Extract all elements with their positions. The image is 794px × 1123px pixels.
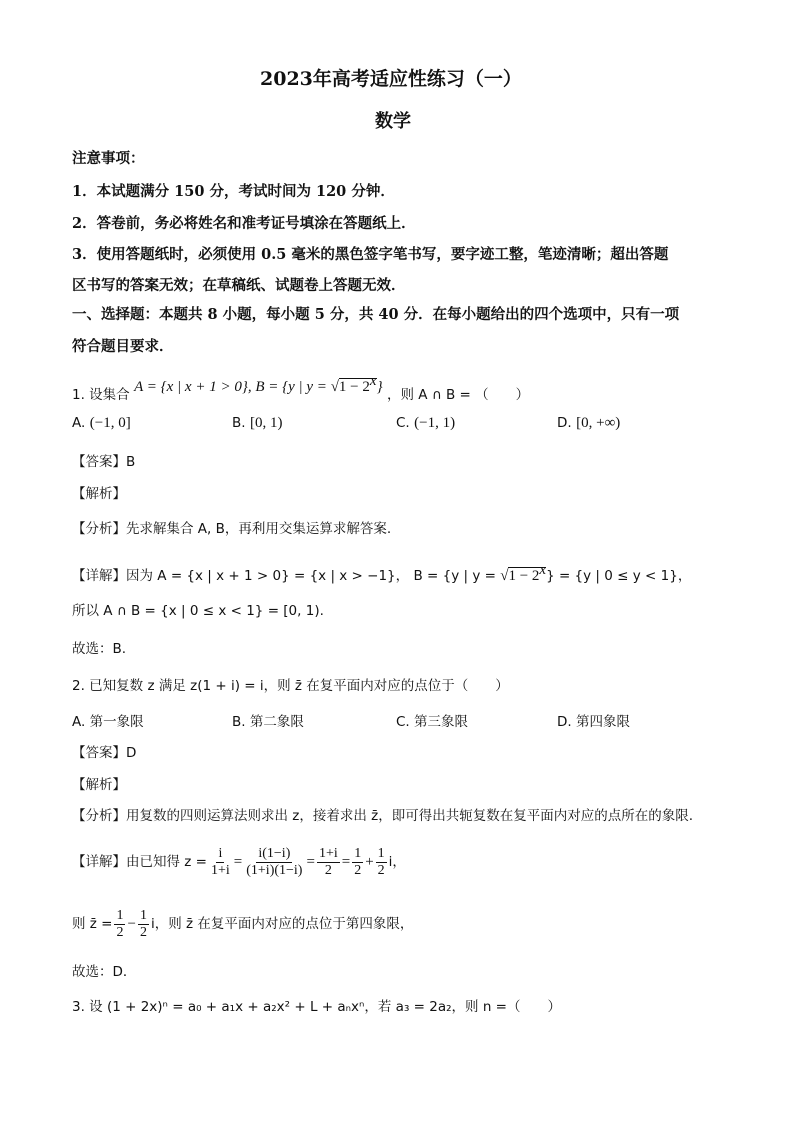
page-subject: 数学 [375,111,411,132]
q1-set-b-prefix: , B = {y | y = [247,379,331,395]
q1-prefix: 1. 设集合 [72,387,130,403]
q2-option-c: C. 第三象限 [396,714,469,730]
q2-frac-3: $\frac{1+i}{2}$ [318,845,338,878]
q2-option-b: B. 第二象限 [232,714,304,730]
q1-set-b-radical: $√1 - 2^x$ [330,373,377,395]
q1-option-b: B. [0, 1) [232,415,283,431]
q2-frac-5: $\frac{1}{2}$ [377,845,385,878]
section-heading: 一、选择题：本题共 8 小题，每小题 5 分，共 40 分．在每小题给出的四个选项中，只有一项 [72,306,680,323]
q1-option-c: C. (−1, 1) [396,415,456,431]
q1-set-b-exponent: x [369,373,377,389]
q1-answer: 【答案】B [72,454,136,470]
q1-detail-b-prefix: B = {y | y = [413,568,501,584]
q2-answer: 【答案】D [72,745,137,761]
q1-analysis-tag: 【解析】 [72,486,126,502]
notice-item-1: 1．本试题满分 150 分，考试时间为 120 分钟． [72,183,395,200]
q1-set-a: A = {x | x + 1 > 0} [134,379,248,395]
q2-stem: 2. 已知复数 z 满足 z(1 + i) = i，则 z̄ 在复平面内对应的点位于（ ） [72,678,509,694]
page-title: 2023年高考适应性练习（一） [260,68,522,90]
q2-conj-frac-2: $\frac{1}{2}$ [139,907,147,940]
q1-set-b-close: } [376,379,383,395]
q1-set-b-radicand: 1 − 2 [338,379,370,395]
q2-conj-prefix: 则 z̄ = [72,916,113,932]
q2-frac-2: $\frac{i(1-i)}{(1+i)(1-i)}$ [246,845,303,878]
q1-detail: 【详解】因为 A = {x | x + 1 > 0} = {x | x > −1}， B = {y | $y = √1 - 2^x\} = \{y$ | 0 ≤ y < 1}， [72,562,692,584]
q2-option-d: D. 第四象限 [557,714,630,730]
q1-detail-line-1: 因为 A = {x | x + 1 > 0} = {x | x > −1}， [126,568,410,584]
q1-detail-line-2: 所以 A ∩ B = {x | 0 ≤ x < 1} = [0, 1). [72,603,324,619]
notice-item-3-cont: 区书写的答案无效；在草稿纸、试题卷上答题无效． [72,277,406,294]
q1-detail-b-post: } = {y | 0 ≤ y < 1}， [546,568,692,584]
q1-detail-b-radical: $√1 - 2^x$ [500,562,547,584]
notice-item-2: 2．答卷前，务必将姓名和准考证号填涂在答题纸上． [72,215,416,232]
q2-detail-prefix: 由已知得 z = [126,854,207,870]
q1-option-a: A. (−1, 0] [72,415,131,431]
notice-item-3: 3．使用答题纸时，必须使用 0.5 毫米的黑色签字笔书写，要字迹工整，笔迹清晰；超出答题 [72,246,669,263]
section-heading-cont: 符合题目要求． [72,338,174,355]
q2-frac-1: $\frac{i}{1+i}$ [210,845,230,878]
q1-fenxi: 【分析】先求解集合 A, B，再利用交集运算求解答案. [72,521,392,537]
q2-fenxi: 【分析】用复数的四则运算法则求出 z，接着求出 z̄，即可得出共轭复数在复平面内对应的点所在的象限. [72,808,694,824]
q2-detail-end: i， [388,854,406,870]
q1-stem [72,373,530,404]
q2-conj-end: i，则 z̄ 在复平面内对应的点位于第四象限， [150,916,414,932]
q1-choose: 故选：B. [72,641,127,657]
q2-conjugate: 则 z̄ = $\frac{1}{2}$ − $\frac{1}{2}$ i，则 z̄ 在复平面内对应的点位于第四象限， [72,907,414,940]
q2-conj-frac-1: $\frac{1}{2}$ [116,907,124,940]
q2-option-a: A. 第一象限 [72,714,144,730]
q2-choose: 故选：D． [72,964,137,980]
q2-frac-4: $\frac{1}{2}$ [354,845,362,878]
q2-analysis-tag: 【解析】 [72,777,126,793]
q2-detail: 【详解】 由已知得 z = $\frac{i}{1+i}$ = $\frac{i(1-i)}{(1+i)(1-i)}$ = $\frac{1+i}{2}$ = $\frac{1}{2}$ + $\frac{1}{2}$ i， [72,845,406,878]
q3-stem: 3. 设 (1 + 2x)ⁿ = a₀ + a₁x + a₂x² + L + aₙxⁿ，若 a₃ = 2a₂，则 n =（ ） [72,999,561,1015]
q1-option-d: D. [0, +∞) [557,415,621,431]
notice-heading: 注意事项： [72,150,145,167]
q1-stem-end: ，则 A ∩ B = （ ） [387,387,530,403]
